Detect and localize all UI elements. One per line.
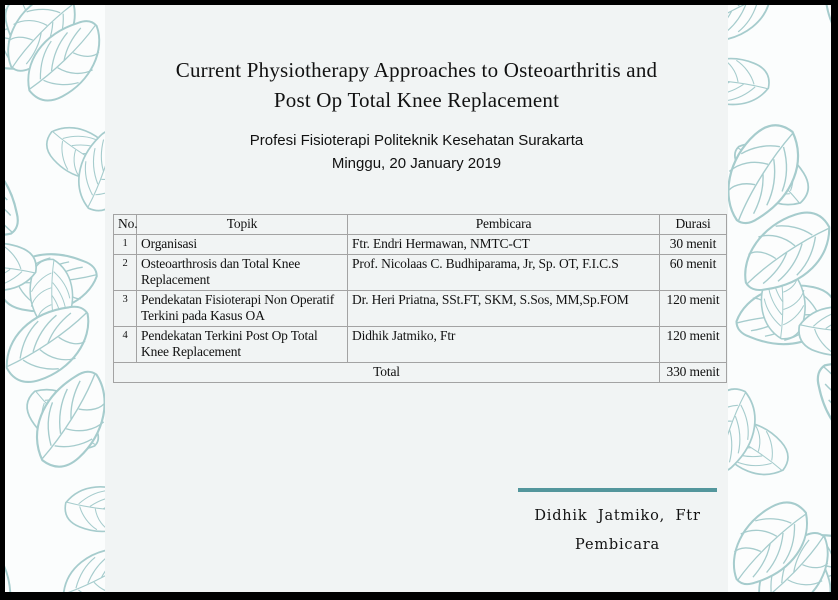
topik-cell: Osteoarthrosis dan Total Knee Replacement	[137, 255, 348, 291]
subtitle	[105, 129, 728, 175]
signature-divider	[518, 488, 717, 492]
table-row	[114, 327, 727, 363]
durasi-cell: 60 menit	[660, 255, 727, 291]
slide	[5, 5, 831, 592]
row-number: 1	[114, 235, 137, 255]
col-header-durasi: Durasi	[660, 215, 727, 235]
col-header-no: No.	[114, 215, 137, 235]
durasi-cell: 30 menit	[660, 235, 727, 255]
row-number: 2	[114, 255, 137, 291]
leaf-pattern-icon	[728, 5, 831, 592]
row-number: 3	[114, 291, 137, 327]
durasi-cell: 120 menit	[660, 327, 727, 363]
table-row	[114, 235, 727, 255]
leaf-pattern-left	[5, 5, 105, 592]
schedule-table	[113, 214, 727, 383]
signature-role: Pembicara	[575, 537, 660, 553]
title-line-1: Current Physiotherapy Approaches to Osteoarthritis and	[175, 58, 658, 82]
col-header-topik: Topik	[137, 215, 348, 235]
total-value: 330 menit	[660, 363, 727, 383]
pembicara-cell: Dr. Heri Priatna, SSt.FT, SKM, S.Sos, MM,Sp.FOM	[348, 291, 660, 327]
pembicara-cell: Prof. Nicolaas C. Budhiparama, Jr, Sp. OT, F.I.C.S	[348, 255, 660, 291]
page-title	[105, 55, 728, 115]
table-row	[114, 255, 727, 291]
pembicara-cell: Didhik Jatmiko, Ftr	[348, 327, 660, 363]
row-number: 4	[114, 327, 137, 363]
signature-block	[518, 488, 717, 553]
signature-name: Didhik Jatmiko, Ftr	[534, 508, 701, 524]
col-header-pembicara: Pembicara	[348, 215, 660, 235]
pembicara-cell: Ftr. Endri Hermawan, NMTC-CT	[348, 235, 660, 255]
topik-cell: Organisasi	[137, 235, 348, 255]
leaf-pattern-icon	[5, 5, 105, 592]
subtitle-line-2: Minggu, 20 January 2019	[331, 155, 502, 172]
table-row	[114, 291, 727, 327]
header-block	[105, 55, 728, 175]
table-total-row	[114, 363, 727, 383]
topik-cell: Pendekatan Fisioterapi Non Operatif Terkini pada Kasus OA	[137, 291, 348, 327]
total-label: Total	[114, 363, 660, 383]
subtitle-line-1: Profesi Fisioterapi Politeknik Kesehatan Surakarta	[249, 132, 584, 149]
title-line-2: Post Op Total Knee Replacement	[273, 88, 560, 112]
topik-cell: Pendekatan Terkini Post Op Total Knee Replacement	[137, 327, 348, 363]
durasi-cell: 120 menit	[660, 291, 727, 327]
table-header-row	[114, 215, 727, 235]
leaf-pattern-right	[728, 5, 831, 592]
